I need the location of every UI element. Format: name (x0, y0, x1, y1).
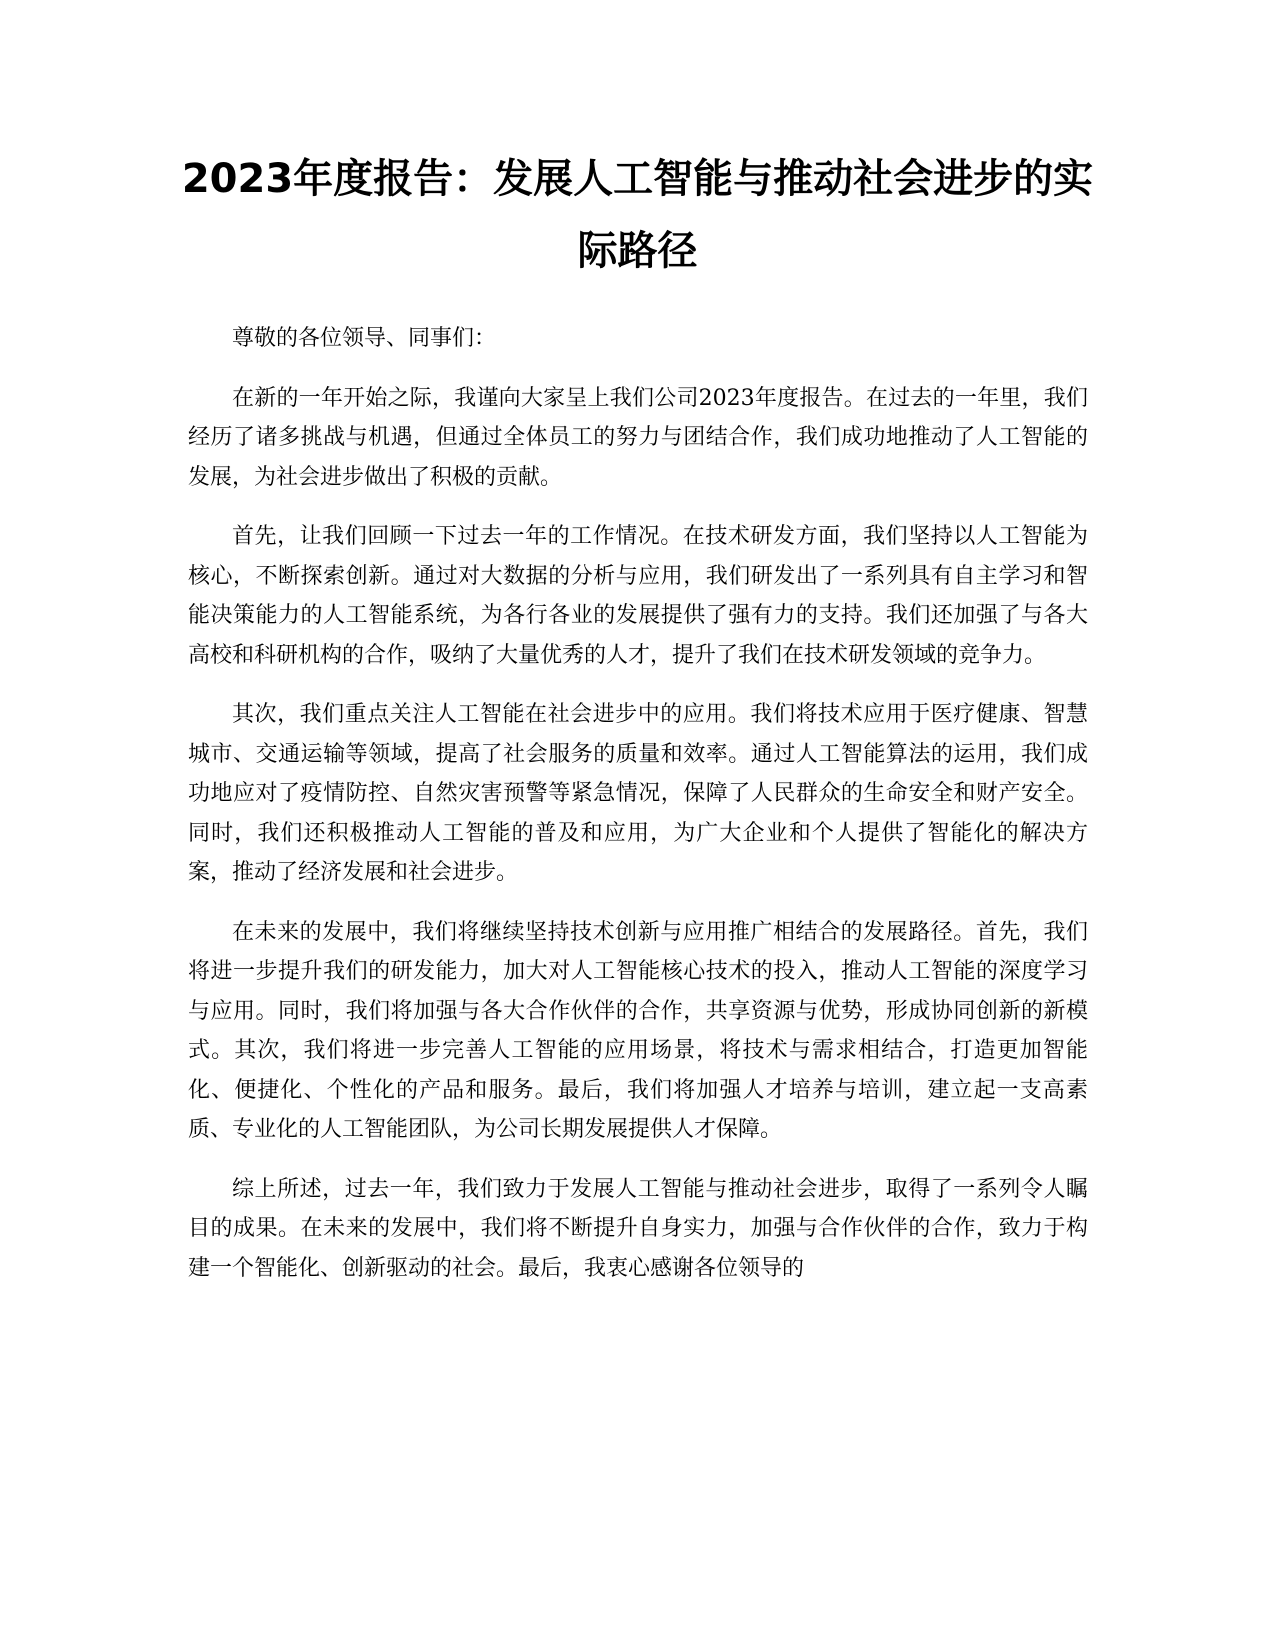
paragraph: 在未来的发展中，我们将继续坚持技术创新与应用推广相结合的发展路径。首先，我们将进一步提升我们的研发能力，加大对人工智能核心技术的投入，推动人工智能的深度学习与应用。同时，我们将加强与各大合作伙伴的合作，共享资源与优势，形成协同创新的新模式。其次，我们将进一步完善人工智能的应用场景，将技术与需求相结合，打造更加智能化、便捷化、个性化的产品和服务。最后，我们将加强人才培养与培训，建立起一支高素质、专业化的人工智能团队，为公司长期发展提供人才保障。 (188, 919, 1088, 1142)
paragraph: 综上所述，过去一年，我们致力于发展人工智能与推动社会进步，取得了一系列令人瞩目的成果。在未来的发展中，我们将不断提升自身实力，加强与合作伙伴的合作，致力于构建一个智能化、创新驱动的社会。最后，我衷心感谢各位领导的 (188, 1176, 1088, 1281)
paragraph: 在新的一年开始之际，我谨向大家呈上我们公司2023年度报告。在过去的一年里，我们经历了诸多挑战与机遇，但通过全体员工的努力与团结合作，我们成功地推动了人工智能的发展，为社会进步做出了积极的贡献。 (188, 385, 1088, 490)
document-body (188, 319, 1088, 1308)
paragraph: 首先，让我们回顾一下过去一年的工作情况。在技术研发方面，我们坚持以人工智能为核心，不断探索创新。通过对大数据的分析与应用，我们研发出了一系列具有自主学习和智能决策能力的人工智能系统，为各行各业的发展提供了强有力的支持。我们还加强了与各大高校和科研机构的合作，吸纳了大量优秀的人才，提升了我们在技术研发领域的竞争力。 (188, 524, 1088, 668)
paragraph: 其次，我们重点关注人工智能在社会进步中的应用。我们将技术应用于医疗健康、智慧城市、交通运输等领域，提高了社会服务的质量和效率。通过人工智能算法的运用，我们成功地应对了疫情防控、自然灾害预警等紧急情况，保障了人民群众的生命安全和财产安全。同时，我们还积极推动人工智能的普及和应用，为广大企业和个人提供了智能化的解决方案，推动了经济发展和社会进步。 (188, 702, 1088, 885)
document-title: 2023年度报告：发展人工智能与推动社会进步的实际路径 (181, 156, 1094, 274)
salutation: 尊敬的各位领导、同事们： (232, 326, 497, 351)
